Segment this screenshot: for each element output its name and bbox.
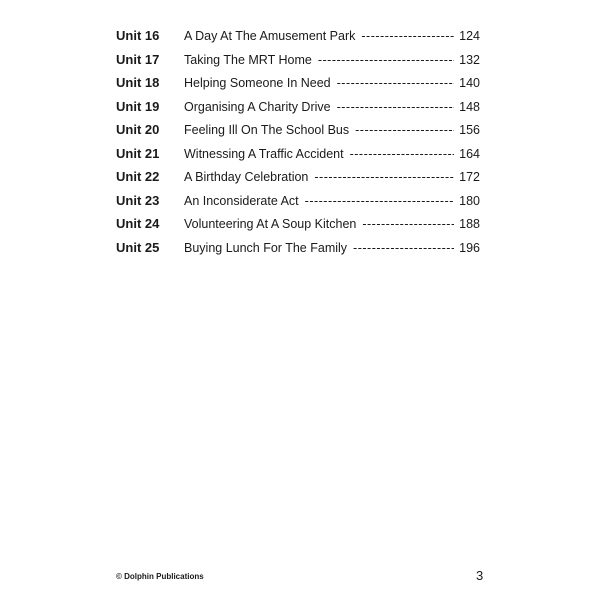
toc-row [116, 99, 480, 123]
entry-title: Buying Lunch For The Family [184, 240, 348, 255]
toc-row [116, 193, 480, 217]
entry-title: A Day At The Amusement Park [184, 29, 356, 43]
dot-leader [353, 241, 454, 255]
entry-title: An Inconsiderate Act [184, 193, 299, 208]
dot-leader [314, 170, 454, 184]
page-number: 124 [459, 29, 480, 43]
page-number: 156 [459, 123, 480, 137]
table-of-contents [116, 28, 480, 263]
entry-title: Organising A Charity Drive [184, 99, 331, 114]
unit-label: Unit 21 [116, 145, 160, 161]
publisher-credit: © Dolphin Publications [116, 572, 204, 581]
toc-row [116, 75, 480, 99]
unit-label: Unit 22 [116, 169, 160, 184]
toc-row [116, 146, 480, 170]
entry-title: Taking The MRT Home [184, 52, 312, 67]
entry-title: Volunteering At A Soup Kitchen [184, 217, 357, 231]
page-number: 180 [459, 193, 480, 208]
page-number: 164 [459, 146, 480, 161]
unit-label: Unit 18 [116, 75, 160, 90]
entry-title: A Birthday Celebration [184, 170, 309, 184]
page-number: 132 [459, 52, 480, 67]
page-number: 140 [459, 76, 480, 90]
page-number: 172 [459, 170, 480, 184]
entry-title: Feeling Ill On The School Bus [184, 123, 350, 137]
unit-label: Unit 20 [116, 122, 160, 137]
toc-row [116, 52, 480, 76]
unit-label: Unit 24 [116, 216, 160, 231]
page-number: 188 [459, 217, 480, 231]
page-number: 196 [459, 240, 480, 255]
dot-leader [337, 76, 455, 90]
page-number: 148 [459, 99, 480, 114]
toc-row [116, 240, 480, 264]
dot-leader [362, 217, 454, 231]
dot-leader [350, 147, 455, 161]
dot-leader [337, 100, 455, 114]
unit-label: Unit 23 [116, 192, 160, 208]
toc-row [116, 169, 480, 193]
toc-row [116, 28, 480, 52]
toc-row [116, 216, 480, 240]
dot-leader [355, 123, 454, 137]
folio-page-number: 3 [476, 568, 484, 583]
dot-leader [318, 53, 454, 67]
entry-title: Witnessing A Traffic Accident [184, 146, 344, 161]
unit-label: Unit 16 [116, 28, 160, 43]
unit-label: Unit 25 [116, 239, 160, 255]
dot-leader [305, 194, 454, 208]
entry-title: Helping Someone In Need [184, 76, 331, 90]
dot-leader [361, 29, 454, 43]
unit-label: Unit 17 [116, 51, 160, 67]
toc-row [116, 122, 480, 146]
unit-label: Unit 19 [116, 98, 160, 114]
